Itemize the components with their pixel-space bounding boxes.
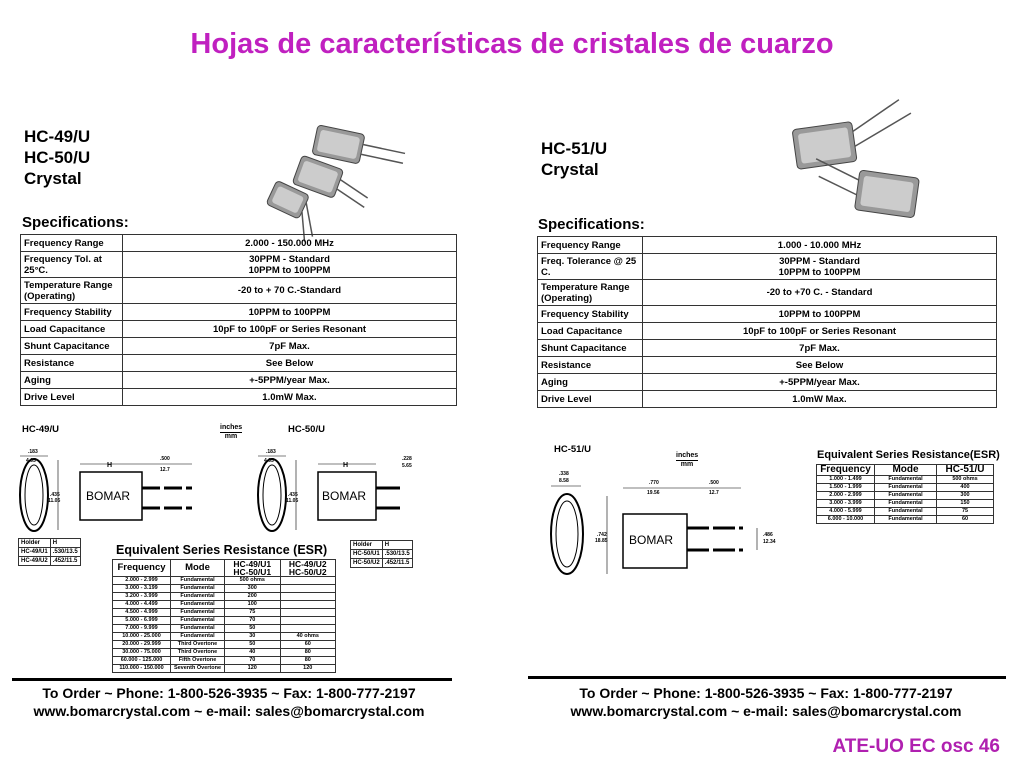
spec-row [21, 278, 457, 304]
holder-cell: .452/11.5 [382, 559, 412, 568]
esr-row [113, 665, 336, 673]
name-line: HC-49/U [24, 127, 91, 146]
spec-value: 1.000 - 10.000 MHz [643, 237, 997, 254]
esr-cell: Fundamental [171, 609, 225, 617]
svg-text:4.65: 4.65 [264, 458, 274, 464]
svg-text:.486: .486 [763, 532, 773, 538]
esr-cell [280, 601, 336, 609]
holder-table-hc49 [18, 538, 81, 566]
esr-cell: 100 [225, 601, 281, 609]
svg-text:.183: .183 [266, 449, 276, 455]
spec-param: Shunt Capacitance [538, 340, 643, 357]
spec-param: Frequency Range [21, 235, 123, 252]
esr-row [113, 593, 336, 601]
esr-row [817, 484, 994, 492]
holder-table-hc50 [350, 540, 413, 568]
order-phone: To Order ~ Phone: 1-800-526-3935 ~ Fax: 1-800-777-2197 [579, 685, 953, 701]
spec-param: Temperature Range (Operating) [538, 280, 643, 306]
esr-cell: 300 [937, 492, 994, 500]
right-esr-table [816, 464, 994, 524]
spec-param: Aging [21, 372, 123, 389]
esr-header: Mode [171, 560, 225, 577]
hc51-dimension-drawing [545, 470, 795, 590]
esr-cell: Fundamental [875, 484, 937, 492]
crystal-photo-right [780, 100, 980, 220]
esr-header: HC-49/U2 HC-50/U2 [280, 560, 336, 577]
spec-row [538, 391, 997, 408]
esr-cell: 4.000 - 5.999 [817, 508, 875, 516]
esr-row [817, 500, 994, 508]
spec-value: -20 to + 70 C.-Standard [123, 278, 457, 304]
esr-cell: Third Overtone [171, 649, 225, 657]
crystal-photo-left [270, 120, 420, 230]
esr-cell: 3.000 - 3.999 [817, 500, 875, 508]
holder-cell: HC-50/U2 [351, 559, 383, 568]
esr-cell: Fundamental [171, 593, 225, 601]
esr-row [113, 585, 336, 593]
esr-cell: 60 [937, 516, 994, 524]
spec-param: Drive Level [538, 391, 643, 408]
slide-title: Hojas de características de cristales de cuarzo [190, 28, 834, 60]
esr-cell: 110.000 - 150.000 [113, 665, 171, 673]
esr-cell: 6.000 - 10.000 [817, 516, 875, 524]
holder-cell: .530/13.5 [50, 548, 80, 557]
spec-row [21, 338, 457, 355]
spec-value: -20 to +70 C. - Standard [643, 280, 997, 306]
holder-header: Holder [19, 539, 51, 548]
spec-value: 10pF to 100pF or Series Resonant [123, 321, 457, 338]
svg-text:.435: .435 [50, 492, 60, 498]
name-line: HC-51/U [541, 139, 608, 158]
esr-cell: Fundamental [875, 508, 937, 516]
esr-row [817, 476, 994, 484]
right-order-info [526, 684, 1006, 720]
spec-param: Load Capacitance [21, 321, 123, 338]
hc50-dimension-drawing [250, 450, 420, 540]
spec-row [538, 237, 997, 254]
esr-cell: 500 ohms [937, 476, 994, 484]
spec-value: 2.000 - 150.000 MHz [123, 235, 457, 252]
spec-value: +-5PPM/year Max. [643, 374, 997, 391]
esr-cell: 1.000 - 1.499 [817, 476, 875, 484]
spec-row [538, 374, 997, 391]
fig-label-hc51: HC-51/U [554, 444, 591, 455]
esr-cell: 80 [280, 657, 336, 665]
esr-row [817, 508, 994, 516]
esr-cell: Fundamental [171, 601, 225, 609]
esr-cell: Fundamental [171, 625, 225, 633]
esr-row [113, 617, 336, 625]
spec-param: Aging [538, 374, 643, 391]
spec-value: 1.0mW Max. [643, 391, 997, 408]
left-esr-title: Equivalent Series Resistance (ESR) [116, 543, 328, 557]
esr-cell: 40 ohms [280, 633, 336, 641]
spec-param: Frequency Stability [538, 306, 643, 323]
esr-cell: 70 [225, 617, 281, 625]
esr-row [817, 516, 994, 524]
spec-value: 7pF Max. [123, 338, 457, 355]
svg-text:12.7: 12.7 [709, 490, 719, 496]
esr-cell: 500 ohms [225, 577, 281, 585]
spec-param: Frequency Tol. at 25°C. [21, 252, 123, 278]
esr-row [113, 609, 336, 617]
esr-cell: 30.000 - 75.000 [113, 649, 171, 657]
units-bottom: mm [676, 460, 698, 469]
esr-cell: 10.000 - 25.000 [113, 633, 171, 641]
spec-row [21, 252, 457, 278]
order-web: www.bomarcrystal.com ~ e-mail: sales@bomarcrystal.com [33, 703, 425, 719]
esr-cell: 60.000 - 125.000 [113, 657, 171, 665]
spec-param: Shunt Capacitance [21, 338, 123, 355]
holder-header: H [50, 539, 80, 548]
spec-value: See Below [643, 357, 997, 374]
left-esr-table [112, 559, 336, 673]
esr-row [113, 641, 336, 649]
spec-row [21, 355, 457, 372]
esr-cell: Fundamental [875, 516, 937, 524]
holder-cell: HC-50/U1 [351, 550, 383, 559]
esr-cell: 400 [937, 484, 994, 492]
esr-cell [280, 593, 336, 601]
esr-header: HC-51/U [937, 465, 994, 476]
esr-cell [280, 625, 336, 633]
svg-text:8.58: 8.58 [559, 478, 569, 484]
esr-cell: 2.000 - 2.999 [113, 577, 171, 585]
holder-cell: HC-49/U1 [19, 548, 51, 557]
spec-param: Temperature Range (Operating) [21, 278, 123, 304]
spec-row [538, 254, 997, 280]
svg-text:BOMAR: BOMAR [322, 489, 367, 503]
spec-value: See Below [123, 355, 457, 372]
esr-header: HC-49/U1 HC-50/U1 [225, 560, 281, 577]
esr-cell: Fundamental [875, 500, 937, 508]
name-line: Crystal [24, 169, 82, 188]
spec-param: Frequency Stability [21, 304, 123, 321]
spec-param: Drive Level [21, 389, 123, 406]
esr-cell: 50 [225, 641, 281, 649]
svg-text:11.05: 11.05 [286, 498, 299, 504]
spec-value: +-5PPM/year Max. [123, 372, 457, 389]
esr-row [113, 625, 336, 633]
svg-text:.435: .435 [288, 492, 298, 498]
esr-row [113, 657, 336, 665]
fig-label-hc49: HC-49/U [22, 424, 59, 435]
esr-cell: 7.000 - 9.999 [113, 625, 171, 633]
esr-cell: 1.500 - 1.999 [817, 484, 875, 492]
esr-row [113, 649, 336, 657]
svg-text:.770: .770 [649, 480, 659, 486]
spec-param: Resistance [538, 357, 643, 374]
svg-text:.228: .228 [402, 456, 412, 462]
esr-cell: Fundamental [875, 492, 937, 500]
esr-cell: Seventh Overtone [171, 665, 225, 673]
spec-value: 10PPM to 100PPM [643, 306, 997, 323]
spec-value: 10pF to 100pF or Series Resonant [643, 323, 997, 340]
esr-cell [280, 585, 336, 593]
esr-cell: 3.200 - 3.999 [113, 593, 171, 601]
left-crystal-name [24, 126, 90, 189]
esr-row [113, 633, 336, 641]
svg-text:.338: .338 [559, 471, 569, 477]
esr-cell: 300 [225, 585, 281, 593]
spec-value: 10PPM to 100PPM [123, 304, 457, 321]
units-legend [220, 424, 242, 441]
spec-param: Load Capacitance [538, 323, 643, 340]
spec-value: 1.0mW Max. [123, 389, 457, 406]
name-line: HC-50/U [24, 148, 91, 167]
esr-cell: 75 [937, 508, 994, 516]
spec-value: 30PPM - Standard 10PPM to 100PPM [123, 252, 457, 278]
esr-row [113, 601, 336, 609]
esr-row [113, 577, 336, 585]
left-spec-title: Specifications: [22, 214, 129, 231]
esr-cell: Fundamental [171, 617, 225, 625]
spec-row [21, 321, 457, 338]
esr-header: Mode [875, 465, 937, 476]
left-divider [12, 678, 452, 681]
units-top: inches [676, 452, 699, 459]
right-crystal-name [541, 138, 607, 180]
fig-label-hc50: HC-50/U [288, 424, 325, 435]
holder-cell: HC-49/U2 [19, 557, 51, 566]
svg-text:4.65: 4.65 [26, 458, 36, 464]
esr-cell: 70 [225, 657, 281, 665]
spec-row [538, 323, 997, 340]
esr-cell: 200 [225, 593, 281, 601]
spec-row [21, 372, 457, 389]
right-spec-title: Specifications: [538, 216, 645, 233]
spec-row [538, 340, 997, 357]
esr-cell: Third Overtone [171, 641, 225, 649]
right-divider [528, 676, 1006, 679]
esr-cell: 3.000 - 3.199 [113, 585, 171, 593]
esr-cell: 120 [280, 665, 336, 673]
spec-param: Resistance [21, 355, 123, 372]
esr-cell: 5.000 - 6.999 [113, 617, 171, 625]
bomar-label: BOMAR [86, 489, 131, 503]
esr-cell: 40 [225, 649, 281, 657]
esr-cell: 75 [225, 609, 281, 617]
svg-text:BOMAR: BOMAR [629, 533, 674, 547]
esr-cell: Fundamental [171, 585, 225, 593]
svg-text:19.56: 19.56 [647, 490, 660, 496]
svg-text:5.65: 5.65 [402, 463, 412, 469]
esr-cell: Fundamental [875, 476, 937, 484]
holder-cell: .452/11.5 [50, 557, 80, 566]
spec-row [21, 304, 457, 321]
esr-cell: 50 [225, 625, 281, 633]
units-legend [676, 452, 698, 469]
esr-cell: Fundamental [171, 577, 225, 585]
spec-value: 30PPM - Standard 10PPM to 100PPM [643, 254, 997, 280]
esr-cell: Fifth Overtone [171, 657, 225, 665]
slide-footer-id: ATE-UO EC osc 46 [832, 736, 1000, 757]
esr-header: Frequency [113, 560, 171, 577]
order-web: www.bomarcrystal.com ~ e-mail: sales@bomarcrystal.com [570, 703, 962, 719]
esr-cell [280, 609, 336, 617]
spec-row [21, 389, 457, 406]
svg-text:18.85: 18.85 [595, 538, 608, 544]
esr-cell: 120 [225, 665, 281, 673]
left-spec-table [20, 234, 457, 406]
right-spec-table [537, 236, 997, 408]
spec-param: Frequency Range [538, 237, 643, 254]
svg-text:.742: .742 [597, 532, 607, 538]
spec-row [538, 280, 997, 306]
spec-row [21, 235, 457, 252]
spec-row [538, 306, 997, 323]
holder-header: Holder [351, 541, 383, 550]
esr-cell: 60 [280, 641, 336, 649]
left-order-info [4, 684, 454, 720]
esr-cell: 20.000 - 29.999 [113, 641, 171, 649]
esr-row [817, 492, 994, 500]
right-esr-title: Equivalent Series Resistance(ESR) [817, 449, 1000, 461]
spec-value: 7pF Max. [643, 340, 997, 357]
svg-text:H: H [343, 462, 349, 469]
spec-row [538, 357, 997, 374]
units-bottom: mm [220, 432, 242, 441]
esr-header: Frequency [817, 465, 875, 476]
svg-text:12.34: 12.34 [763, 539, 776, 545]
esr-cell [280, 617, 336, 625]
spec-param: Freq. Tolerance @ 25 C. [538, 254, 643, 280]
svg-text:11.05: 11.05 [48, 498, 61, 504]
esr-cell: Fundamental [171, 633, 225, 641]
esr-cell: 2.000 - 2.999 [817, 492, 875, 500]
holder-header: H [382, 541, 412, 550]
esr-cell: 30 [225, 633, 281, 641]
esr-cell [280, 577, 336, 585]
esr-cell: 150 [937, 500, 994, 508]
esr-cell: 80 [280, 649, 336, 657]
units-top: inches [220, 424, 243, 431]
hc49-dimension-drawing [12, 450, 212, 540]
svg-text:12.7: 12.7 [160, 467, 170, 473]
holder-cell: .530/13.5 [382, 550, 412, 559]
svg-text:.500: .500 [160, 456, 170, 462]
esr-cell: 4.500 - 4.999 [113, 609, 171, 617]
dim-a-w: .183 [28, 449, 38, 455]
svg-text:.500: .500 [709, 480, 719, 486]
order-phone: To Order ~ Phone: 1-800-526-3935 ~ Fax: 1-800-777-2197 [42, 685, 416, 701]
svg-text:H: H [107, 462, 113, 469]
esr-cell: 4.000 - 4.499 [113, 601, 171, 609]
name-line: Crystal [541, 160, 599, 179]
